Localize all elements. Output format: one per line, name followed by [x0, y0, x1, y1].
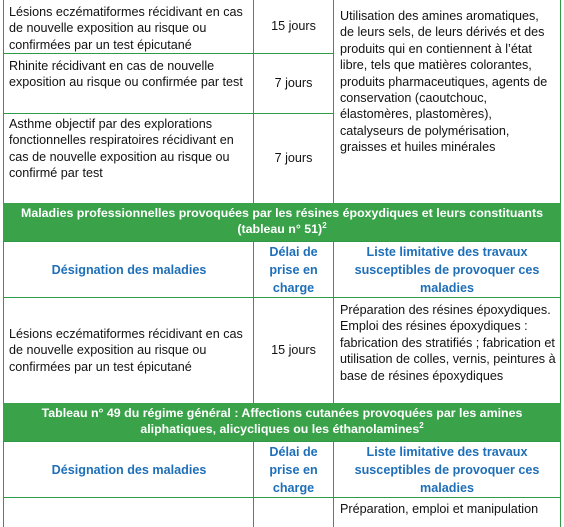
header-delay: Délai de prise en charge [254, 442, 334, 497]
section-title-tableau-51: Maladies professionnelles provoquées par les résines époxydiques et leurs constituants (tableau n° 51)$^2$ [3, 203, 561, 241]
delay-column [254, 0, 334, 203]
delay-cell [254, 498, 334, 527]
header-delay: Délai de prise en charge [254, 242, 334, 297]
disease-cell [3, 498, 254, 527]
column-header-row [3, 241, 561, 297]
header-diseases: Désignation des maladies [3, 242, 254, 297]
table-row [4, 53, 253, 113]
table-block-amines [3, 0, 561, 203]
works-cell: Utilisation des amines aromatiques, de leurs sels, de leurs dérivés et des produits qui en contiennent à l’état libre, tels que matières colorantes, produits pharmaceutiques, agents de conservation (caoutchouc, élastomères, plastomères), catalyseurs de polymérisation, graisses et huiles minérales [334, 0, 561, 203]
disease-cell: Lésions eczématiformes récidivant en cas de nouvelle exposition au risque ou confirmées par un test épicutané [9, 5, 243, 52]
delay-cell: 15 jours [271, 19, 316, 34]
table-row [3, 297, 561, 403]
table-row [3, 497, 561, 527]
delay-cell: 15 jours [254, 298, 334, 403]
delay-cell: 7 jours [274, 150, 313, 165]
section-title-tableau-49: Tableau n° 49 du régime général : Affections cutanées provoquées par les amines aliphatiques, alicycliques ou les éthanolamines$^2$ [3, 403, 561, 441]
disease-cell: Asthme objectif par des explorations fonctionnelles respiratoires récidivant en cas de nouvelle exposition au risque ou confirmé par test [9, 117, 234, 181]
table-row [4, 113, 253, 203]
disease-cell: Lésions eczématiformes récidivant en cas de nouvelle exposition au risque ou confirmées par un test épicutané [3, 298, 254, 403]
delay-cell: 7 jours [274, 75, 313, 90]
column-header-row [3, 441, 561, 497]
header-works: Liste limitative des travaux susceptibles de provoquer ces maladies [334, 242, 561, 297]
table-row [4, 0, 253, 53]
disease-column [3, 0, 254, 203]
works-cell: Préparation, emploi et manipulation [334, 498, 561, 527]
header-works: Liste limitative des travaux susceptibles de provoquer ces maladies [334, 442, 561, 497]
header-diseases: Désignation des maladies [3, 442, 254, 497]
disease-cell: Rhinite récidivant en cas de nouvelle exposition au risque ou confirmée par test [9, 59, 243, 90]
works-cell: Préparation des résines époxydiques. Emploi des résines époxydiques : fabrication des stratifiés ; fabrication et utilisation de colles, vernis, peintures à base de résines époxydiques [334, 298, 561, 403]
